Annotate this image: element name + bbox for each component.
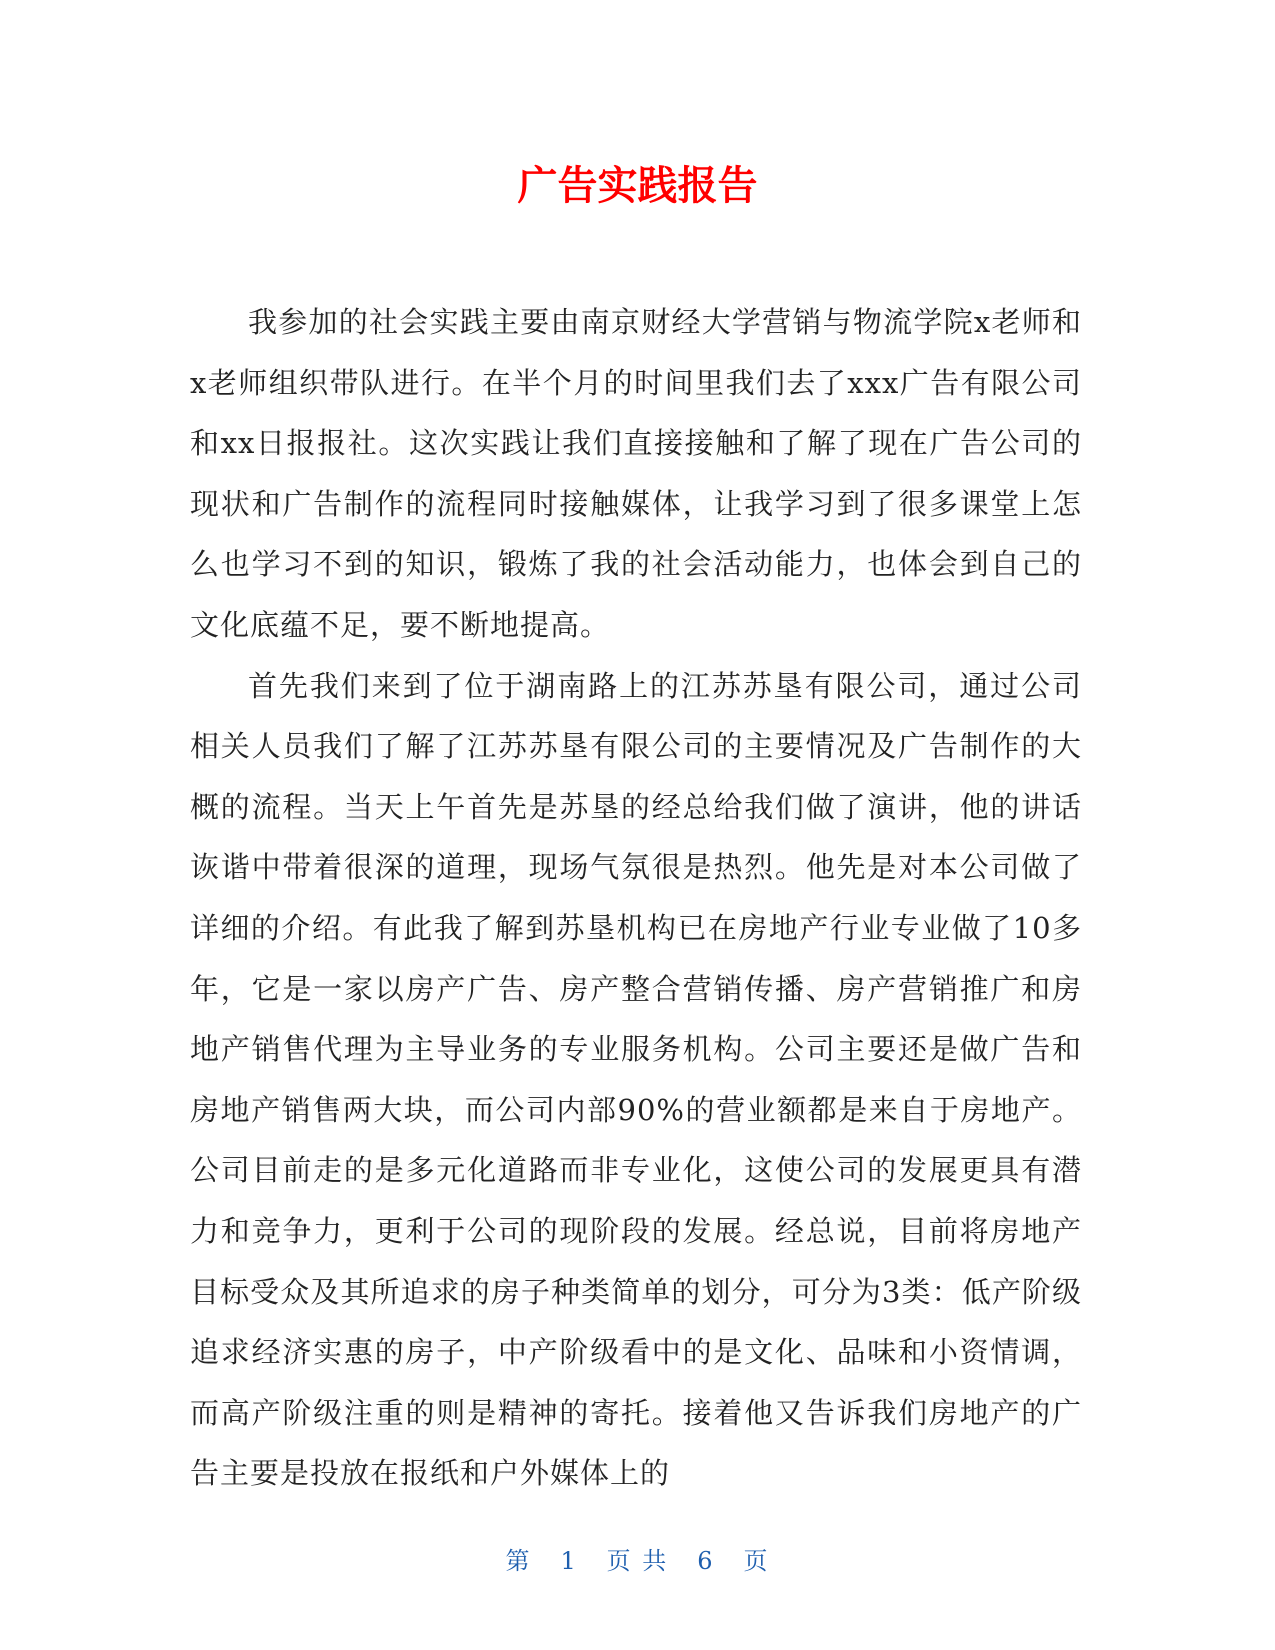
footer-current-page: 1 (560, 1547, 578, 1575)
paragraph-2: 首先我们来到了位于湖南路上的江苏苏垦有限公司，通过公司相关人员我们了解了江苏苏垦有限公司的主要情况及广告制作的大概的流程。当天上午首先是苏垦的经总给我们做了演讲，他的讲话诙谐中带着很深的道理，现场气氛很是热烈。他先是对本公司做了详细的介绍。有此我了解到苏垦机构已在房地产行业专业做了10多年，它是一家以房产广告、房产整合营销传播、房产营销推广和房地产销售代理为主导业务的专业服务机构。公司主要还是做广告和房地产销售两大块，而公司内部90%的营业额都是来自于房地产。公司目前走的是多元化道路而非专业化，这使公司的发展更具有潜力和竞争力，更利于公司的现阶段的发展。经总说，目前将房地产目标受众及其所追求的房子种类简单的划分，可分为3类：低产阶级追求经济实惠的房子，中产阶级看中的是文化、品味和小资情调，而高产阶级注重的则是精神的寄托。接着他又告诉我们房地产的广告主要是投放在报纸和户外媒体上的 (190, 668, 1082, 1491)
footer-prefix: 第 (505, 1547, 532, 1575)
document-body (190, 292, 1082, 1504)
paragraph-1: 我参加的社会实践主要由南京财经大学营销与物流学院x老师和x老师组织带队进行。在半个月的时间里我们去了xxx广告有限公司和xx日报报社。这次实践让我们直接接触和了解了现在广告公司的现状和广告制作的流程同时接触媒体，让我学习到了很多课堂上怎么也学习不到的知识，锻炼了我的社会活动能力，也体会到自己的文化底蕴不足，要不断地提高。 (190, 305, 1082, 642)
footer-total-pages: 6 (697, 1547, 715, 1575)
footer-suffix: 页 (743, 1547, 770, 1575)
page-footer (0, 1546, 1275, 1576)
document-title: 广告实践报告 (517, 163, 758, 209)
footer-middle: 页 共 (606, 1547, 669, 1575)
